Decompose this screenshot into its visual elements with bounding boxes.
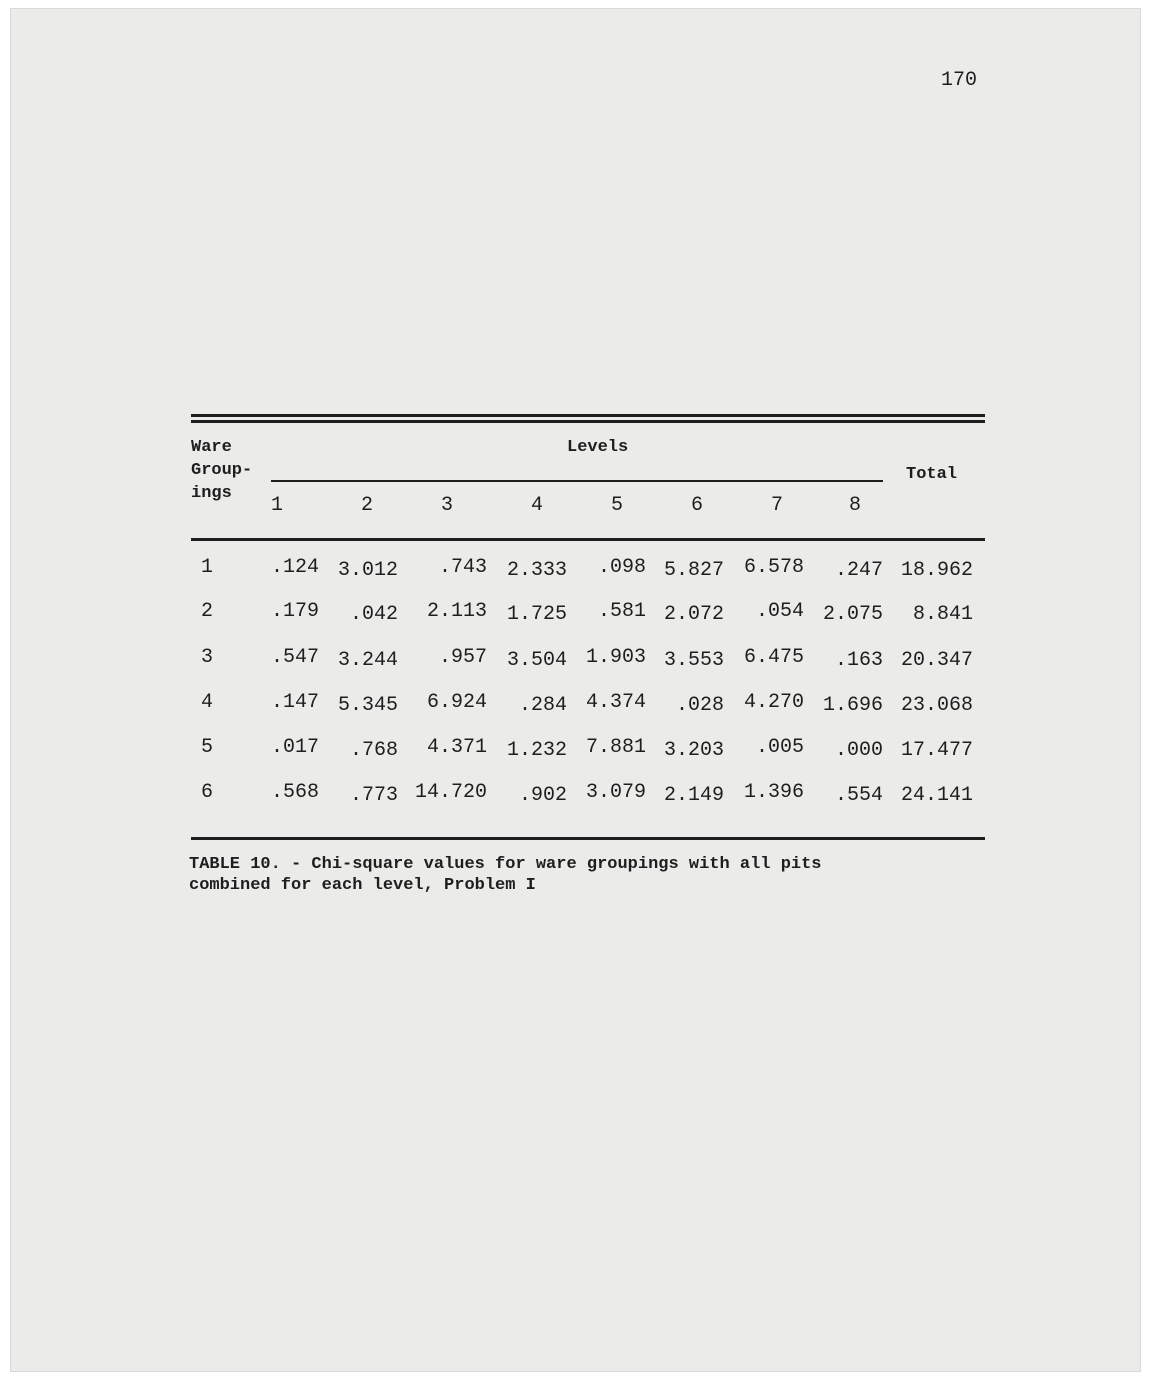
- level-number-7: 7: [770, 494, 783, 517]
- table-row: [191, 646, 985, 676]
- chi-square-cell: 3.244: [337, 649, 398, 672]
- chi-square-cell: .284: [518, 694, 567, 717]
- level-number-2: 2: [360, 494, 373, 517]
- chi-square-cell: .902: [518, 784, 567, 807]
- chi-square-cell: 14.720: [414, 781, 487, 804]
- chi-square-cell: 7.881: [585, 736, 646, 759]
- table-row: [191, 781, 985, 811]
- table-header-rule: [191, 538, 985, 541]
- chi-square-cell: 2.072: [663, 603, 724, 626]
- chi-square-cell: 1.725: [506, 603, 567, 626]
- table-row: [191, 600, 985, 630]
- table-row: [191, 736, 985, 766]
- chi-square-cell: .179: [270, 600, 319, 623]
- chi-square-cell: 3.504: [506, 649, 567, 672]
- stub-header-line: ings: [191, 484, 232, 503]
- chi-square-cell: 2.149: [663, 784, 724, 807]
- chi-square-cell: .000: [834, 739, 883, 762]
- table-row: [191, 691, 985, 721]
- level-number-8: 8: [848, 494, 861, 517]
- total-cell: 23.068: [900, 694, 973, 717]
- levels-spanner-rule: [271, 480, 883, 482]
- chi-square-cell: .028: [675, 694, 724, 717]
- caption-line: combined for each level, Problem I: [189, 876, 536, 895]
- chi-square-cell: .743: [438, 556, 487, 579]
- table-bottom-rule: [191, 837, 985, 840]
- chi-square-cell: .017: [270, 736, 319, 759]
- stub-header-line: Ware: [191, 438, 232, 457]
- level-number-1: 1: [270, 494, 283, 517]
- chi-square-cell: 1.903: [585, 646, 646, 669]
- chi-square-cell: 2.113: [426, 600, 487, 623]
- table-top-rule-second: [191, 420, 985, 423]
- chi-square-cell: .098: [597, 556, 646, 579]
- ware-grouping-label: 2: [201, 600, 214, 623]
- ware-grouping-label: 6: [201, 781, 214, 804]
- chi-square-cell: 3.553: [663, 649, 724, 672]
- total-cell: 17.477: [900, 739, 973, 762]
- total-header: Total: [906, 465, 958, 484]
- chi-square-table: [191, 414, 985, 844]
- chi-square-cell: 3.203: [663, 739, 724, 762]
- levels-header: Levels: [567, 438, 629, 457]
- chi-square-cell: .768: [349, 739, 398, 762]
- page-number: 170: [941, 69, 978, 92]
- total-cell: 8.841: [912, 603, 973, 626]
- chi-square-cell: .054: [755, 600, 804, 623]
- stub-header-line: Group-: [191, 461, 253, 480]
- chi-square-cell: 6.924: [426, 691, 487, 714]
- chi-square-cell: .247: [834, 559, 883, 582]
- table-caption: [189, 854, 822, 896]
- level-number-5: 5: [610, 494, 623, 517]
- ware-grouping-label: 1: [201, 556, 214, 579]
- chi-square-cell: .957: [438, 646, 487, 669]
- chi-square-cell: .568: [270, 781, 319, 804]
- chi-square-cell: 1.696: [822, 694, 883, 717]
- ware-grouping-label: 5: [201, 736, 214, 759]
- table-top-rule: [191, 414, 985, 417]
- ware-grouping-label: 3: [201, 646, 214, 669]
- chi-square-cell: 4.270: [743, 691, 804, 714]
- level-number-3: 3: [440, 494, 453, 517]
- chi-square-cell: .773: [349, 784, 398, 807]
- chi-square-cell: .554: [834, 784, 883, 807]
- chi-square-cell: .547: [270, 646, 319, 669]
- chi-square-cell: .005: [755, 736, 804, 759]
- chi-square-cell: 2.333: [506, 559, 567, 582]
- chi-square-cell: 5.827: [663, 559, 724, 582]
- chi-square-cell: 6.475: [743, 646, 804, 669]
- chi-square-cell: 3.012: [337, 559, 398, 582]
- chi-square-cell: 4.374: [585, 691, 646, 714]
- chi-square-cell: 1.396: [743, 781, 804, 804]
- chi-square-cell: 6.578: [743, 556, 804, 579]
- document-page: [10, 8, 1141, 1372]
- level-number-4: 4: [530, 494, 543, 517]
- caption-line: TABLE 10. - Chi-square values for ware groupings with all pits: [189, 855, 822, 874]
- chi-square-cell: .124: [270, 556, 319, 579]
- level-number-6: 6: [690, 494, 703, 517]
- chi-square-cell: .581: [597, 600, 646, 623]
- chi-square-cell: .042: [349, 603, 398, 626]
- ware-grouping-label: 4: [201, 691, 214, 714]
- chi-square-cell: 4.371: [426, 736, 487, 759]
- chi-square-cell: 5.345: [337, 694, 398, 717]
- table-row: [191, 556, 985, 586]
- chi-square-cell: 3.079: [585, 781, 646, 804]
- total-cell: 24.141: [900, 784, 973, 807]
- total-cell: 20.347: [900, 649, 973, 672]
- total-cell: 18.962: [900, 559, 973, 582]
- chi-square-cell: 2.075: [822, 603, 883, 626]
- chi-square-cell: 1.232: [506, 739, 567, 762]
- chi-square-cell: .147: [270, 691, 319, 714]
- chi-square-cell: .163: [834, 649, 883, 672]
